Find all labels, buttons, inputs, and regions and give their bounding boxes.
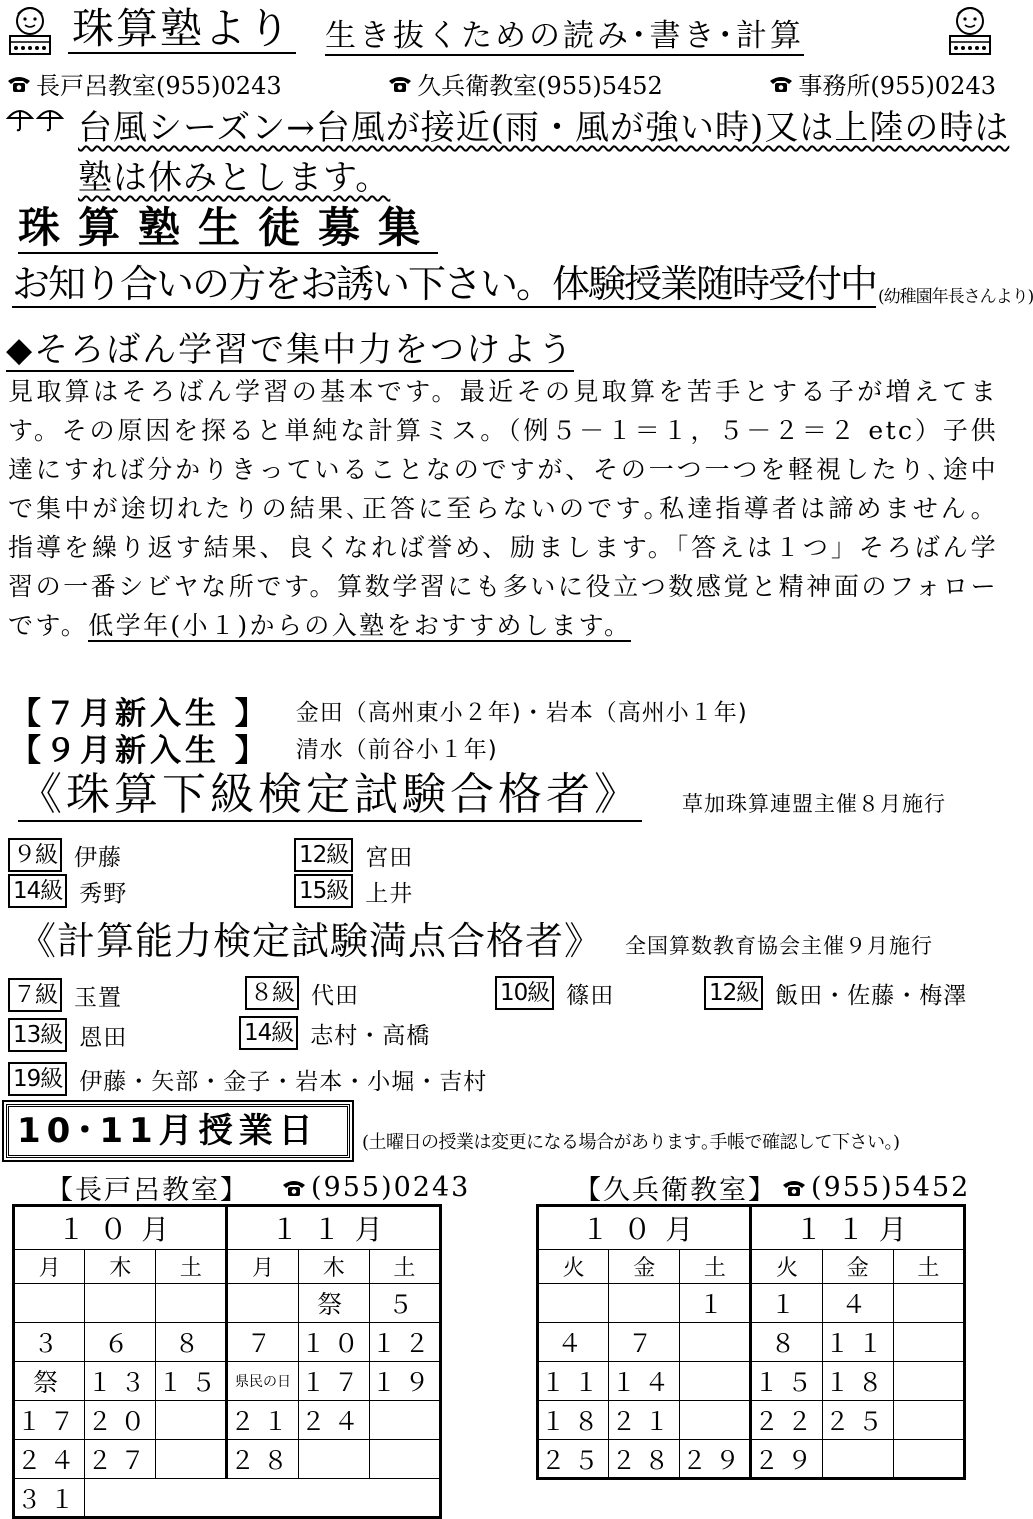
calendar-row: [14, 1284, 441, 1323]
grade-badge: ７級: [8, 978, 62, 1012]
contact-office: [768, 66, 996, 101]
calendar-cell: １７: [298, 1362, 369, 1401]
calendar-row: [14, 1401, 441, 1440]
notice-line-1: 台風シーズン→台風が接近(雨・風が強い時)又は上陸の時は: [78, 108, 1010, 148]
grade-badge: 14級: [239, 1016, 298, 1050]
calendar-row: [14, 1479, 441, 1518]
calendar-cell: [369, 1440, 440, 1479]
notice-line-2: 塾は休みとします。: [78, 158, 391, 198]
page-subtitle: 生き抜くための読み･書き･計算: [325, 18, 804, 54]
exam1-title: 《珠算下級検定試験合格者》: [18, 769, 642, 820]
classroom-phone: (955)0243: [311, 1172, 471, 1203]
calendar-row: [538, 1401, 965, 1440]
weekday-cell: 金: [609, 1250, 680, 1284]
calendar-cell: １８: [538, 1401, 609, 1440]
exam2-organizer: 全国算数教育協会主催９月施行: [625, 934, 934, 958]
weekday-row: [538, 1250, 965, 1284]
calendar-cell: ２８: [609, 1440, 680, 1479]
calendar-cell: ４: [538, 1323, 609, 1362]
classroom-name: 【長戸呂教室】: [46, 1175, 249, 1206]
calendar-row: [538, 1440, 965, 1479]
calendar-cell: ３１: [14, 1479, 85, 1518]
calendar-cell: ２２: [751, 1401, 822, 1440]
calendar-row: [14, 1362, 441, 1401]
contact-label: 久兵衛教室(955)5452: [417, 72, 663, 100]
kubee-header: [574, 1168, 970, 1207]
calendar-cell: １５: [751, 1362, 822, 1401]
grade-names: 秀野: [79, 880, 128, 907]
exam2-result: [8, 1062, 487, 1096]
grade-names: 宮田: [365, 844, 414, 871]
invite-line: [6, 262, 1033, 308]
invite-text: お知り合いの方をお誘い下さい。体験授業随時受付中: [12, 262, 877, 306]
calendar-cell: ６: [85, 1323, 156, 1362]
weekday-cell: 火: [538, 1250, 609, 1284]
nagatoro-calendar: [12, 1204, 442, 1519]
grade-names: 篠田: [566, 982, 615, 1009]
calendar-cell: [298, 1440, 369, 1479]
grade-badge: 12級: [704, 976, 763, 1010]
calendar-cell: [680, 1323, 751, 1362]
new-students-names: 清水（前谷小１年): [295, 737, 498, 763]
calendar-cell: ２０: [85, 1401, 156, 1440]
weekday-cell: 木: [298, 1250, 369, 1284]
grade-names: 伊藤・矢部・金子・岩本・小堀・吉村: [79, 1068, 488, 1095]
calendar-cell: １２: [369, 1323, 440, 1362]
calendar-cell: ２７: [85, 1440, 156, 1479]
month-header: １０月: [14, 1206, 227, 1250]
calendar-cell: ８: [751, 1323, 822, 1362]
contact-label: 長戸呂教室(955)0243: [36, 72, 282, 100]
calendar-cell: [893, 1284, 964, 1323]
month-row: [538, 1206, 965, 1250]
calendar-cell: １７: [14, 1401, 85, 1440]
calendar-cell: [893, 1401, 964, 1440]
exam1-result: [8, 874, 127, 908]
new-students-september: [10, 725, 498, 770]
kubee-calendar: [536, 1204, 966, 1480]
grade-badge: 12級: [294, 838, 353, 872]
weekday-cell: 木: [85, 1250, 156, 1284]
weekday-cell: 土: [156, 1250, 227, 1284]
classroom-name: 【久兵衛教室】: [574, 1175, 777, 1206]
calendar-cell: [680, 1401, 751, 1440]
recruit-title: 珠算塾生徒募集: [18, 203, 439, 252]
exam2-result: [239, 1016, 430, 1050]
weekday-cell: 土: [680, 1250, 751, 1284]
calendar-cell: １: [680, 1284, 751, 1323]
calendar-cell: [14, 1284, 85, 1323]
contact-nagatoro: [6, 66, 282, 101]
contact-list: [6, 66, 996, 101]
grade-names: 飯田・佐藤・梅澤: [775, 982, 968, 1009]
contact-label: 事務所(955)0243: [798, 72, 996, 100]
calendar-cell: １１: [822, 1323, 893, 1362]
new-students-label: 【７月新入生 】: [10, 696, 270, 732]
class-days-title: 10･11月授業日: [6, 1104, 350, 1158]
calendar-cell: ２４: [14, 1440, 85, 1479]
calendar-cell: [680, 1362, 751, 1401]
phone-icon: [281, 1178, 307, 1198]
grade-names: 上井: [365, 880, 414, 907]
body-recommendation: 低学年(小１)からの入塾をおすすめします。: [88, 611, 632, 640]
calendar-cell: ２５: [822, 1401, 893, 1440]
grade-names: 玉置: [74, 984, 122, 1011]
calendar-cell: [156, 1440, 227, 1479]
section-body: [8, 372, 998, 645]
calendar-cell: [538, 1284, 609, 1323]
phone-icon: [6, 74, 32, 94]
calendar-cell: 県民の日: [227, 1362, 298, 1401]
calendar-cell: １１: [538, 1362, 609, 1401]
calendar-row: [14, 1323, 441, 1362]
calendar-cell: 祭: [14, 1362, 85, 1401]
calendar-cell: [85, 1479, 156, 1518]
calendar-cell: [609, 1284, 680, 1323]
section-title: ◆そろばん学習で集中力をつけよう: [6, 330, 575, 370]
calendar-cell: [156, 1284, 227, 1323]
grade-names: 志村・高橋: [310, 1022, 431, 1049]
grade-badge: 15級: [294, 874, 353, 908]
calendar-cell: １９: [369, 1362, 440, 1401]
new-students-label: 【９月新入生 】: [10, 733, 270, 769]
calendar-cell: １: [751, 1284, 822, 1323]
calendar-cell: １３: [85, 1362, 156, 1401]
exam1-heading: [18, 770, 946, 822]
phone-icon: [768, 74, 794, 94]
calendar-cell: [85, 1284, 156, 1323]
month-header: １１月: [751, 1206, 965, 1250]
calendar-cell: ５: [369, 1284, 440, 1323]
exam2-heading: [18, 918, 933, 964]
exam1-result: [294, 874, 413, 908]
phone-icon: [387, 74, 413, 94]
calendar-cell: [227, 1479, 298, 1518]
weekday-cell: 火: [751, 1250, 822, 1284]
exam2-title: 《計算能力検定試験満点合格者》: [18, 919, 604, 963]
calendar-cell: ７: [227, 1323, 298, 1362]
calendar-cell: ７: [609, 1323, 680, 1362]
calendar-cell: １８: [822, 1362, 893, 1401]
exam2-result: [704, 976, 967, 1010]
weekday-cell: 金: [822, 1250, 893, 1284]
grade-badge: ９級: [8, 838, 62, 872]
contact-kubee: [387, 66, 663, 101]
calendar-row: [538, 1323, 965, 1362]
weekday-cell: 土: [369, 1250, 440, 1284]
header: [0, 0, 1000, 62]
exam2-result: [495, 976, 614, 1010]
calendar-cell: ２９: [680, 1440, 751, 1479]
weekday-cell: 月: [14, 1250, 85, 1284]
exam2-result: [8, 978, 122, 1012]
grade-names: 代田: [311, 982, 359, 1009]
month-header: １１月: [227, 1206, 441, 1250]
calendar-cell: [156, 1479, 227, 1518]
calendar-cell: １４: [609, 1362, 680, 1401]
calendar-cell: ８: [156, 1323, 227, 1362]
grade-badge: 14級: [8, 874, 67, 908]
grade-names: 伊藤: [74, 844, 122, 871]
classroom-phone: (955)5452: [811, 1172, 971, 1203]
grade-badge: ８級: [245, 976, 299, 1010]
calendar-cell: [227, 1284, 298, 1323]
abacus-child-icon: [4, 4, 56, 58]
calendar-cell: ２８: [227, 1440, 298, 1479]
page-title: 珠算塾より: [68, 6, 296, 54]
calendar-row: [538, 1362, 965, 1401]
calendar-cell: [893, 1362, 964, 1401]
exam1-result: [294, 838, 413, 872]
new-students-names: 金田（高州東小２年)・岩本（高州小１年): [295, 700, 748, 726]
calendar-cell: [298, 1479, 369, 1518]
calendar-cell: １５: [156, 1362, 227, 1401]
abacus-child-icon: [944, 4, 996, 58]
nagatoro-header: [46, 1168, 470, 1207]
invite-age-note: (幼稚園年長さんより): [878, 287, 1033, 307]
grade-badge: 10級: [495, 976, 554, 1010]
exam2-result: [245, 976, 359, 1010]
calendar-cell: [822, 1440, 893, 1479]
grade-badge: 19級: [8, 1062, 67, 1096]
month-row: [14, 1206, 441, 1250]
calendar-cell: ３: [14, 1323, 85, 1362]
exam2-result: [8, 1018, 127, 1052]
calendar-cell: ２１: [227, 1401, 298, 1440]
calendar-cell: [893, 1440, 964, 1479]
umbrella-icon: [6, 106, 64, 132]
weekday-row: [14, 1250, 441, 1284]
class-days-note: (土曜日の授業は変更になる場合があります｡手帳で確認して下さい｡): [362, 1132, 900, 1153]
calendar-row: [14, 1440, 441, 1479]
month-header: １０月: [538, 1206, 751, 1250]
body-paragraph: 見取算はそろばん学習の基本です。最近その見取算を苦手とする子が増えてます。その原因を探ると単純な計算ミス。（例５－１＝１，５－２＝２ etc）子供達にすれば分かりきっていることなのですが、その一つ一つを軽視したり､途中で集中が途切れたりの結果､正答に至らないのです｡私達指導者は諦めません。指導を繰り返す結果、良くなれば誉め、励まします。「答えは１つ」そろばん学習の一番シビヤな所です。算数学習にも多いに役立つ数感覚と精神面のフォローです。: [8, 377, 998, 640]
calendar-cell: １０: [298, 1323, 369, 1362]
calendar-cell: [156, 1401, 227, 1440]
calendar-cell: ２５: [538, 1440, 609, 1479]
grade-names: 恩田: [79, 1024, 128, 1051]
grade-badge: 13級: [8, 1018, 67, 1052]
calendar-cell: ２１: [609, 1401, 680, 1440]
calendar-cell: [369, 1479, 440, 1518]
exam1-organizer: 草加珠算連盟主催８月施行: [682, 792, 946, 816]
calendar-cell: 祭: [298, 1284, 369, 1323]
calendar-cell: [369, 1401, 440, 1440]
exam1-result: [8, 838, 122, 872]
calendar-cell: ２４: [298, 1401, 369, 1440]
weekday-cell: 土: [893, 1250, 964, 1284]
calendar-row: [538, 1284, 965, 1323]
calendar-cell: [893, 1323, 964, 1362]
calendar-cell: ４: [822, 1284, 893, 1323]
weekday-cell: 月: [227, 1250, 298, 1284]
phone-icon: [781, 1178, 807, 1198]
calendar-cell: ２９: [751, 1440, 822, 1479]
